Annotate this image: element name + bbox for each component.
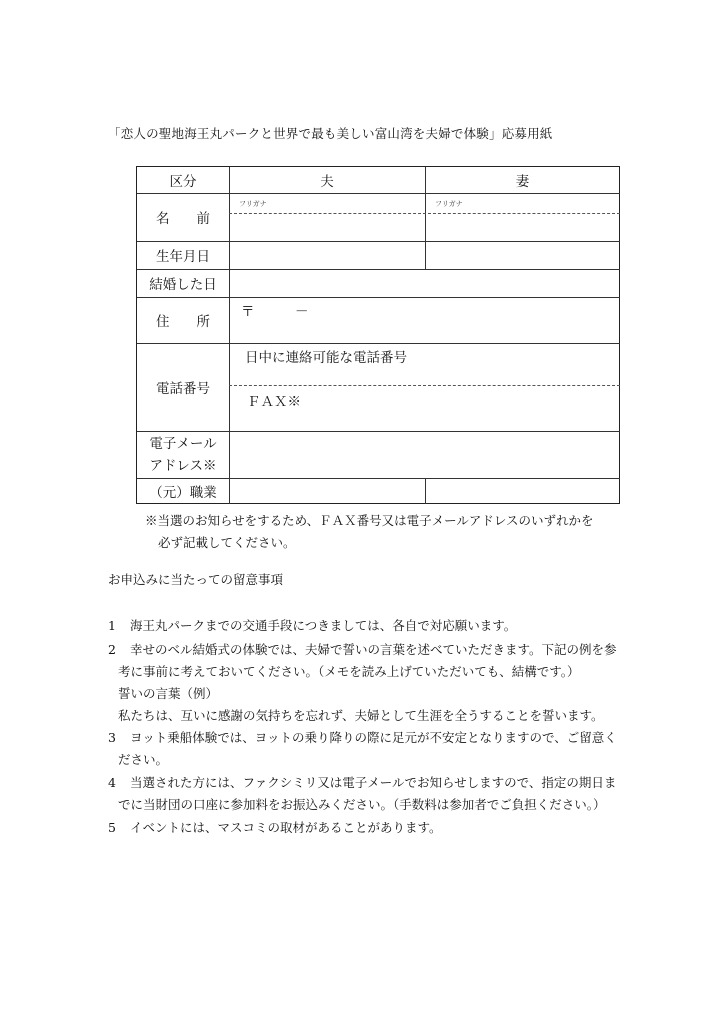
note-text: 海王丸パークまでの交通手段につきましては、各自で対応願います。 xyxy=(130,618,517,633)
note-item-3 xyxy=(108,728,617,746)
row-label-birthdate: 生年月日 xyxy=(156,249,210,265)
row-label-phone: 電話番号 xyxy=(156,381,210,397)
form-title: 「恋人の聖地海王丸パークと世界で最も美しい富山湾を夫婦で体験」応募用紙 xyxy=(108,126,553,141)
header-category: 区分 xyxy=(169,174,197,190)
furigana-divider xyxy=(229,213,620,214)
note-item-2-cont: 考に事前に考えておいてください。（メモを読み上げていただいても、結構です。） xyxy=(118,664,580,679)
header-wife: 妻 xyxy=(515,174,530,190)
column-divider xyxy=(425,241,426,269)
note-text: ヨット乗船体験では、ヨットの乗り降りの際に足元が不安定となりますので、ご留意く xyxy=(130,730,617,745)
note-item-3-cont: ださい。 xyxy=(118,752,169,767)
column-divider xyxy=(229,167,230,504)
note-number: 4 xyxy=(108,775,116,790)
application-form-table xyxy=(136,166,620,504)
note-number: 2 xyxy=(108,642,116,657)
row-label-wedding-date: 結婚した日 xyxy=(149,277,217,293)
row-label-email-line1: 電子メール xyxy=(149,435,217,452)
phone-divider xyxy=(229,385,620,386)
vow-example-text: 私たちは、互いに感謝の気持ちを忘れず、夫婦として生涯を全うすることを誓います。 xyxy=(118,708,604,723)
note-item-1 xyxy=(108,616,516,634)
note-text: 当選された方には、ファクシミリ又は電子メールでお知らせしますので、指定の期日ま xyxy=(130,775,617,790)
notes-heading: お申込みに当たっての留意事項 xyxy=(108,572,284,587)
row-label-email xyxy=(137,431,229,478)
note-item-2 xyxy=(108,640,617,658)
note-text: 幸せのベル結婚式の体験では、夫婦で誓いの言葉を述べていただきます。下記の例を参 xyxy=(130,642,617,657)
postal-code-mark: 〒 － xyxy=(241,304,309,320)
note-number: 1 xyxy=(108,618,116,633)
note-text: イベントには、マスコミの取材があることがあります。 xyxy=(130,820,442,835)
row-label-email-line2: アドレス※ xyxy=(149,457,217,474)
husband-furigana-label: フリガナ xyxy=(239,200,267,208)
row-label-name: 名 前 xyxy=(156,211,210,227)
vow-example-title: 誓いの言葉（例） xyxy=(118,686,219,701)
note-item-5 xyxy=(108,818,442,836)
footnote-line2: 必ず記載してください。 xyxy=(158,535,296,550)
fax-label: ＦＡＸ※ xyxy=(247,394,301,410)
note-number: 3 xyxy=(108,730,116,745)
wife-furigana-label: フリガナ xyxy=(435,200,463,208)
column-divider xyxy=(425,478,426,504)
header-husband: 夫 xyxy=(320,174,334,190)
row-label-address: 住 所 xyxy=(156,314,210,330)
row-label-occupation: （元）職業 xyxy=(149,485,217,501)
footnote-line1: ※当選のお知らせをするため、ＦＡＸ番号又は電子メールアドレスのいずれかを xyxy=(145,513,594,528)
note-item-4-cont: でに当財団の口座に参加料をお振込みください。（手数料は参加者でご負担ください。） xyxy=(118,797,606,812)
note-item-4 xyxy=(108,773,616,791)
note-number: 5 xyxy=(108,820,116,835)
daytime-phone-label: 日中に連絡可能な電話番号 xyxy=(245,350,407,366)
